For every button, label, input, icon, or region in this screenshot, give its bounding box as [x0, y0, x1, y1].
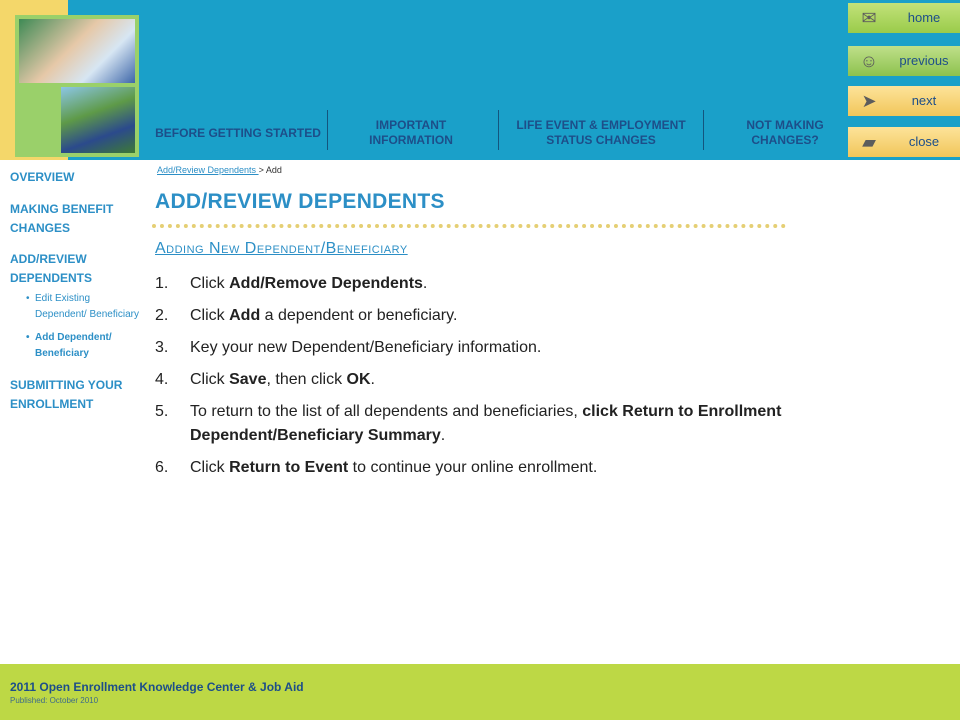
close-button-label: close: [908, 134, 940, 149]
steps-list: [155, 272, 795, 488]
step-text: Click: [190, 371, 230, 388]
step-text: to continue your online enrollment.: [348, 459, 598, 476]
step-text: a dependent or beneficiary.: [260, 307, 458, 324]
step-text: .: [422, 275, 428, 292]
person-icon: ☺: [859, 51, 879, 71]
step-text-bold: click Return to Enrollment Dependent/Beneficiary Summary: [190, 403, 782, 444]
bullet-icon: •: [26, 293, 30, 304]
sidebar-item-making-benefit-changes[interactable]: MAKING BENEFIT CHANGES: [10, 202, 114, 235]
sidebar-sub-list: [26, 291, 140, 362]
footer: [0, 664, 960, 720]
sidebar-subitem-add-dependent[interactable]: [26, 330, 140, 362]
title-divider: [152, 224, 786, 228]
step-text: Click: [190, 275, 230, 292]
step-text-bold: Add: [229, 307, 261, 324]
sidebar-subitem-label: Add Dependent/ Beneficiary: [35, 332, 112, 359]
sidebar-item-overview[interactable]: OVERVIEW: [10, 170, 75, 184]
step-text: Click: [190, 307, 230, 324]
step-number: 1.: [155, 275, 169, 292]
step-item: [155, 272, 795, 296]
previous-button[interactable]: [848, 46, 960, 76]
sidebar-item-submitting-enrollment[interactable]: SUBMITTING YOUR ENROLLMENT: [10, 378, 123, 411]
step-number: 2.: [155, 307, 169, 324]
breadcrumb-link-add-review[interactable]: Add/Review Dependents: [157, 165, 259, 175]
footer-published-date: Published: October 2010: [10, 696, 99, 705]
sidebar-subitem-edit-existing[interactable]: [26, 291, 140, 323]
home-button[interactable]: [848, 3, 960, 33]
sidebar: [10, 168, 140, 414]
step-item: [155, 456, 795, 480]
next-button-label: next: [911, 93, 937, 108]
folder-icon: ▰: [862, 132, 876, 152]
step-item: [155, 304, 795, 328]
breadcrumb-current: Add: [265, 165, 282, 175]
footer-title: 2011 Open Enrollment Knowledge Center & Job Aid: [10, 680, 304, 694]
step-item: [155, 336, 795, 360]
step-text: To return to the list of all dependents and beneficiaries,: [190, 403, 583, 420]
next-button[interactable]: [848, 86, 960, 116]
step-text-bold: Return to Event: [229, 459, 349, 476]
close-button[interactable]: [848, 127, 960, 157]
topnav-not-making-changes[interactable]: NOT MAKING CHANGES?: [746, 118, 824, 147]
sidebar-subitem-label: Edit Existing Dependent/ Beneficiary: [35, 293, 139, 320]
sidebar-item-add-review-dependents[interactable]: ADD/REVIEW DEPENDENTS: [10, 252, 93, 285]
step-text: .: [370, 371, 375, 388]
step-text-bold: Add/Remove Dependents: [229, 275, 423, 292]
section-title: Adding New Dependent/Beneficiary: [155, 240, 408, 257]
step-item: [155, 400, 795, 448]
step-number: 3.: [155, 339, 169, 356]
paper-plane-icon: ➤: [861, 91, 877, 111]
step-number: 6.: [155, 459, 169, 476]
header-banner: [0, 0, 960, 160]
step-text-bold: OK: [346, 371, 371, 388]
step-text-bold: Save: [229, 371, 267, 388]
topnav-important-information[interactable]: IMPORTANT INFORMATION: [369, 118, 453, 147]
photo-couple-running: [61, 87, 135, 153]
header-photo-collage: [15, 15, 139, 157]
step-number: 4.: [155, 371, 169, 388]
step-text: , then click: [266, 371, 347, 388]
previous-button-label: previous: [899, 53, 949, 68]
photo-green-block: [19, 87, 57, 153]
step-text: .: [440, 427, 446, 444]
step-item: [155, 368, 795, 392]
topnav-divider: [327, 110, 328, 150]
home-button-label: home: [907, 10, 941, 25]
topnav-divider: [703, 110, 704, 150]
top-navigation: [150, 108, 840, 158]
page-title: ADD/REVIEW DEPENDENTS: [155, 190, 445, 213]
step-text: Click: [190, 459, 230, 476]
papers-icon: ✉: [861, 8, 877, 28]
topnav-divider: [498, 110, 499, 150]
breadcrumb-separator: >: [258, 165, 266, 175]
step-number: 5.: [155, 403, 169, 420]
step-text: Key your new Dependent/Beneficiary information.: [190, 339, 542, 356]
bullet-icon: •: [26, 332, 30, 343]
photo-family-cooking: [19, 19, 135, 83]
topnav-before-getting-started[interactable]: BEFORE GETTING STARTED: [155, 125, 321, 140]
breadcrumb: [157, 165, 282, 175]
topnav-life-event[interactable]: LIFE EVENT & EMPLOYMENT STATUS CHANGES: [516, 118, 686, 147]
